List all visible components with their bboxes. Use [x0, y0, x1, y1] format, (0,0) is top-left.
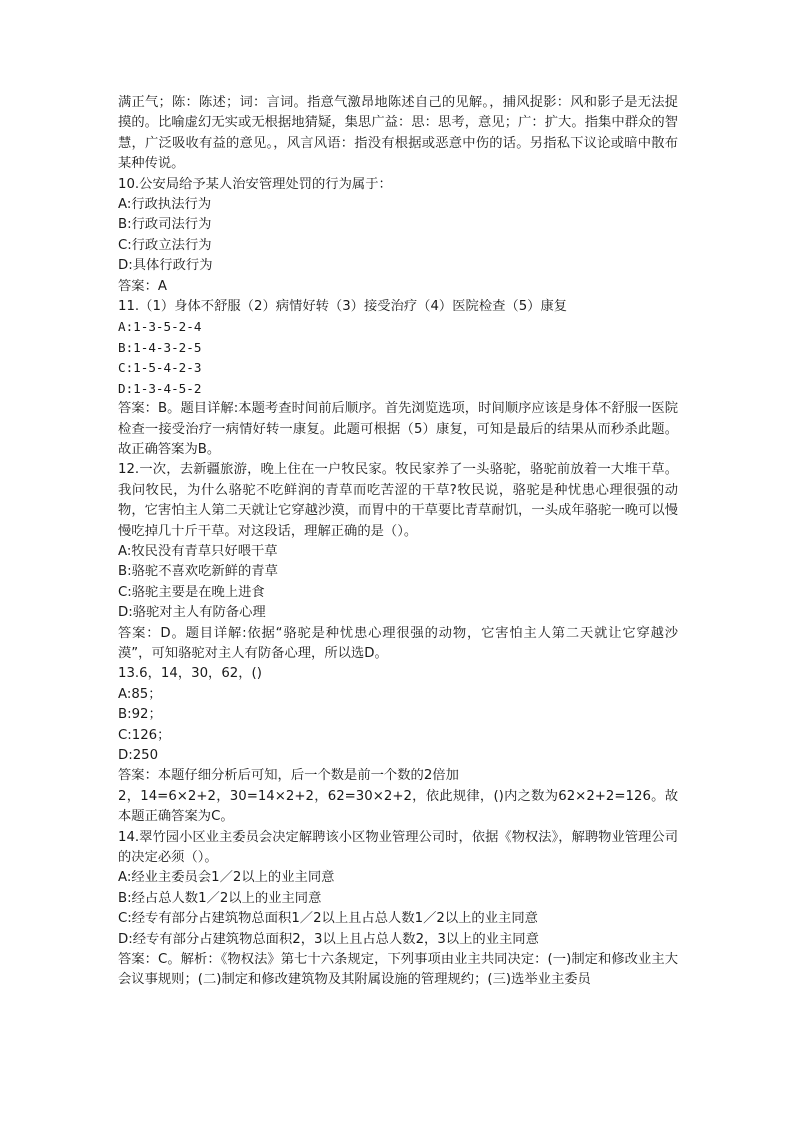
option-a: A:85；	[118, 686, 162, 702]
question-12	[118, 460, 678, 664]
option-b: B:经占总人数1／2以上的业主同意	[118, 890, 322, 906]
option-b: B:92；	[118, 707, 162, 723]
option-b: B:骆驼不喜欢吃新鲜的青草	[118, 564, 278, 580]
option-c: C:1-5-4-2-3	[118, 360, 202, 376]
question-13	[118, 664, 678, 827]
option-a: A:1-3-5-2-4	[118, 319, 202, 335]
question-stem: 14.翠竹园小区业主委员会决定解聘该小区物业管理公司时，依据《物权法》，解聘物业管理公司的决定必须（）。	[118, 829, 678, 866]
answer: 答案：本题仔细分析后可知，后一个数是前一个数的2倍加	[118, 768, 459, 784]
answer: 答案：A	[118, 278, 167, 294]
question-14	[118, 828, 678, 991]
question-stem: 12.一次，去新疆旅游，晚上住在一户牧民家。牧民家养了一头骆驼，骆驼前放着一大堆干草。我问牧民，为什么骆驼不吃鲜润的青草而吃苦涩的干草?牧民说，骆驼是种忧患心理很强的动物，它害怕主人第二天就让它穿越沙漠，而胃中的干草要比青草耐饥，一头成年骆驼一晚可以慢慢吃掉几十斤干草。对这段话，理解正确的是（）。	[118, 462, 678, 539]
option-b: B:行政司法行为	[118, 217, 212, 233]
answer: 答案：C。解析：《物权法》第七十六条规定，下列事项由业主共同决定：(一)制定和修改业主大会议事规则；(二)制定和修改建筑物及其附属设施的管理规约；(三)选举业主委员	[118, 952, 678, 988]
option-d: D:250	[118, 748, 159, 763]
answer: 答案：B。题目详解:本题考查时间前后顺序。首先浏览选项，时间顺序应该是身体不舒服一医院检查一接受治疗一病情好转一康复。此题可根据（5）康复，可知是最后的结果从而秒杀此题。故正确答案为B。	[118, 401, 678, 457]
option-a: A:经业主委员会1／2以上的业主同意	[118, 870, 335, 886]
option-d: D:经专有部分占建筑物总面积2，3以上且占总人数2，3以上的业主同意	[118, 931, 539, 947]
option-c: C:经专有部分占建筑物总面积1／2以上且占总人数1／2以上的业主同意	[118, 911, 538, 927]
option-d: D:骆驼对主人有防备心理	[118, 605, 266, 621]
option-b: B:1-4-3-2-5	[118, 339, 202, 355]
option-a: A:牧民没有青草只好喂干草	[118, 543, 278, 559]
option-d: D:1-3-4-5-2	[118, 380, 202, 396]
answer-continued: 2，14=6×2+2，30=14×2+2，62=30×2+2，依此规律，()内之数为62×2+2=126。故本题正确答案为C。	[118, 788, 678, 825]
document-page	[118, 93, 678, 991]
option-c: C:126；	[118, 727, 171, 743]
option-c: C:骆驼主要是在晚上进食	[118, 584, 265, 600]
option-d: D:具体行政行为	[118, 258, 213, 274]
question-11	[118, 297, 678, 460]
option-a: A:行政执法行为	[118, 197, 212, 213]
question-stem: 11.（1）身体不舒服（2）病情好转（3）接受治疗（4）医院检查（5）康复	[118, 299, 568, 315]
answer: 答案：D。题目详解:依据“骆驼是种忧患心理很强的动物，它害怕主人第二天就让它穿越沙漠”，可知骆驼对主人有防备心理，所以选D。	[118, 625, 678, 661]
question-stem: 10.公安局给予某人治安管理处罚的行为属于：	[118, 176, 392, 192]
intro-paragraph: 满正气；陈：陈述；词：言词。指意气激昂地陈述自己的见解。，捕风捉影：风和影子是无法捉摸的。比喻虚幻无实或无根据地猜疑，集思广益：思：思考，意见；广：扩大。指集中群众的智慧，广泛吸收有益的意见。，风言风语：指没有根据或恶意中伤的话。另指私下议论或暗中散布某种传说。	[118, 95, 678, 172]
question-stem: 13.6，14，30，62，()	[118, 666, 262, 682]
option-c: C:行政立法行为	[118, 237, 212, 253]
question-10	[118, 175, 678, 297]
